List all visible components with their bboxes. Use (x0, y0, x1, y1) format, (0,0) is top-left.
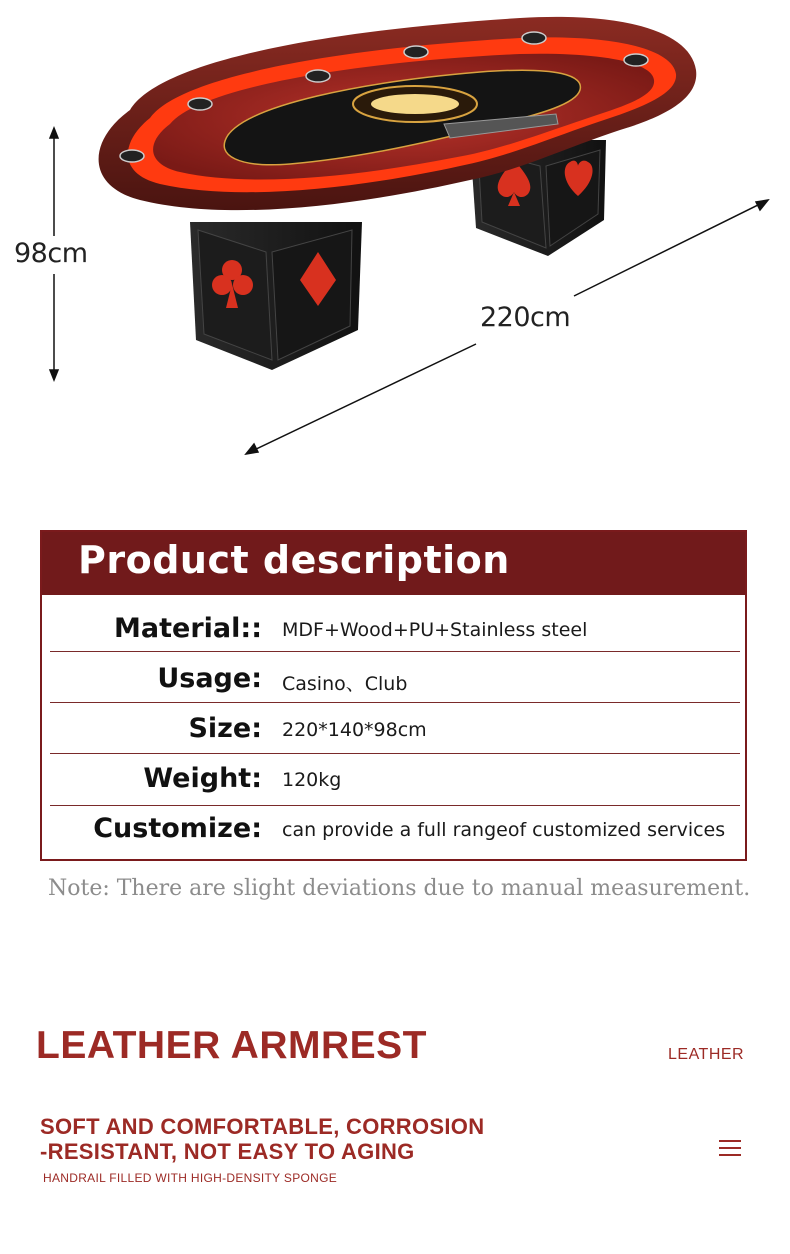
table-top (99, 17, 697, 210)
armrest-tag: LEATHER (668, 1046, 745, 1063)
spec-key: Size: (188, 713, 262, 744)
spec-row-material (50, 604, 740, 654)
armrest-subtitle-line1: SOFT AND COMFORTABLE, CORROSION (40, 1114, 485, 1139)
spec-row-size (50, 704, 740, 754)
spec-value: 120kg (282, 769, 342, 791)
armrest-detail: HANDRAIL FILLED WITH HIGH-DENSITY SPONGE (43, 1171, 338, 1185)
spec-key: Customize: (93, 813, 262, 844)
height-label: 98cm (14, 238, 88, 269)
row-divider (50, 702, 740, 703)
spec-value: MDF+Wood+PU+Stainless steel (282, 619, 588, 641)
armrest-subtitle-line2: -RESISTANT, NOT EASY TO AGING (40, 1139, 415, 1164)
length-label: 220cm (480, 302, 571, 333)
spec-value: can provide a full rangeof customized services (282, 819, 726, 841)
menu-icon (719, 1139, 741, 1157)
product-description-box (40, 530, 747, 861)
spec-value: 220*140*98cm (282, 719, 427, 741)
spec-key: Usage: (157, 663, 262, 694)
product-description-header (42, 532, 745, 595)
spec-key: Material:: (114, 613, 262, 644)
measurement-note: Note: There are slight deviations due to manual measurement. (48, 876, 751, 901)
armrest-title: LEATHER ARMREST (36, 1024, 427, 1067)
left-pedestal (190, 222, 362, 370)
spec-row-weight (50, 754, 740, 804)
row-divider (50, 651, 740, 652)
spec-key: Weight: (143, 763, 262, 794)
spec-row-usage (50, 654, 740, 704)
spec-value: Casino、Club (282, 673, 408, 695)
spec-row-customize (50, 804, 740, 854)
product-description-title: Product description (78, 538, 510, 582)
poker-table-illustration (0, 0, 790, 470)
